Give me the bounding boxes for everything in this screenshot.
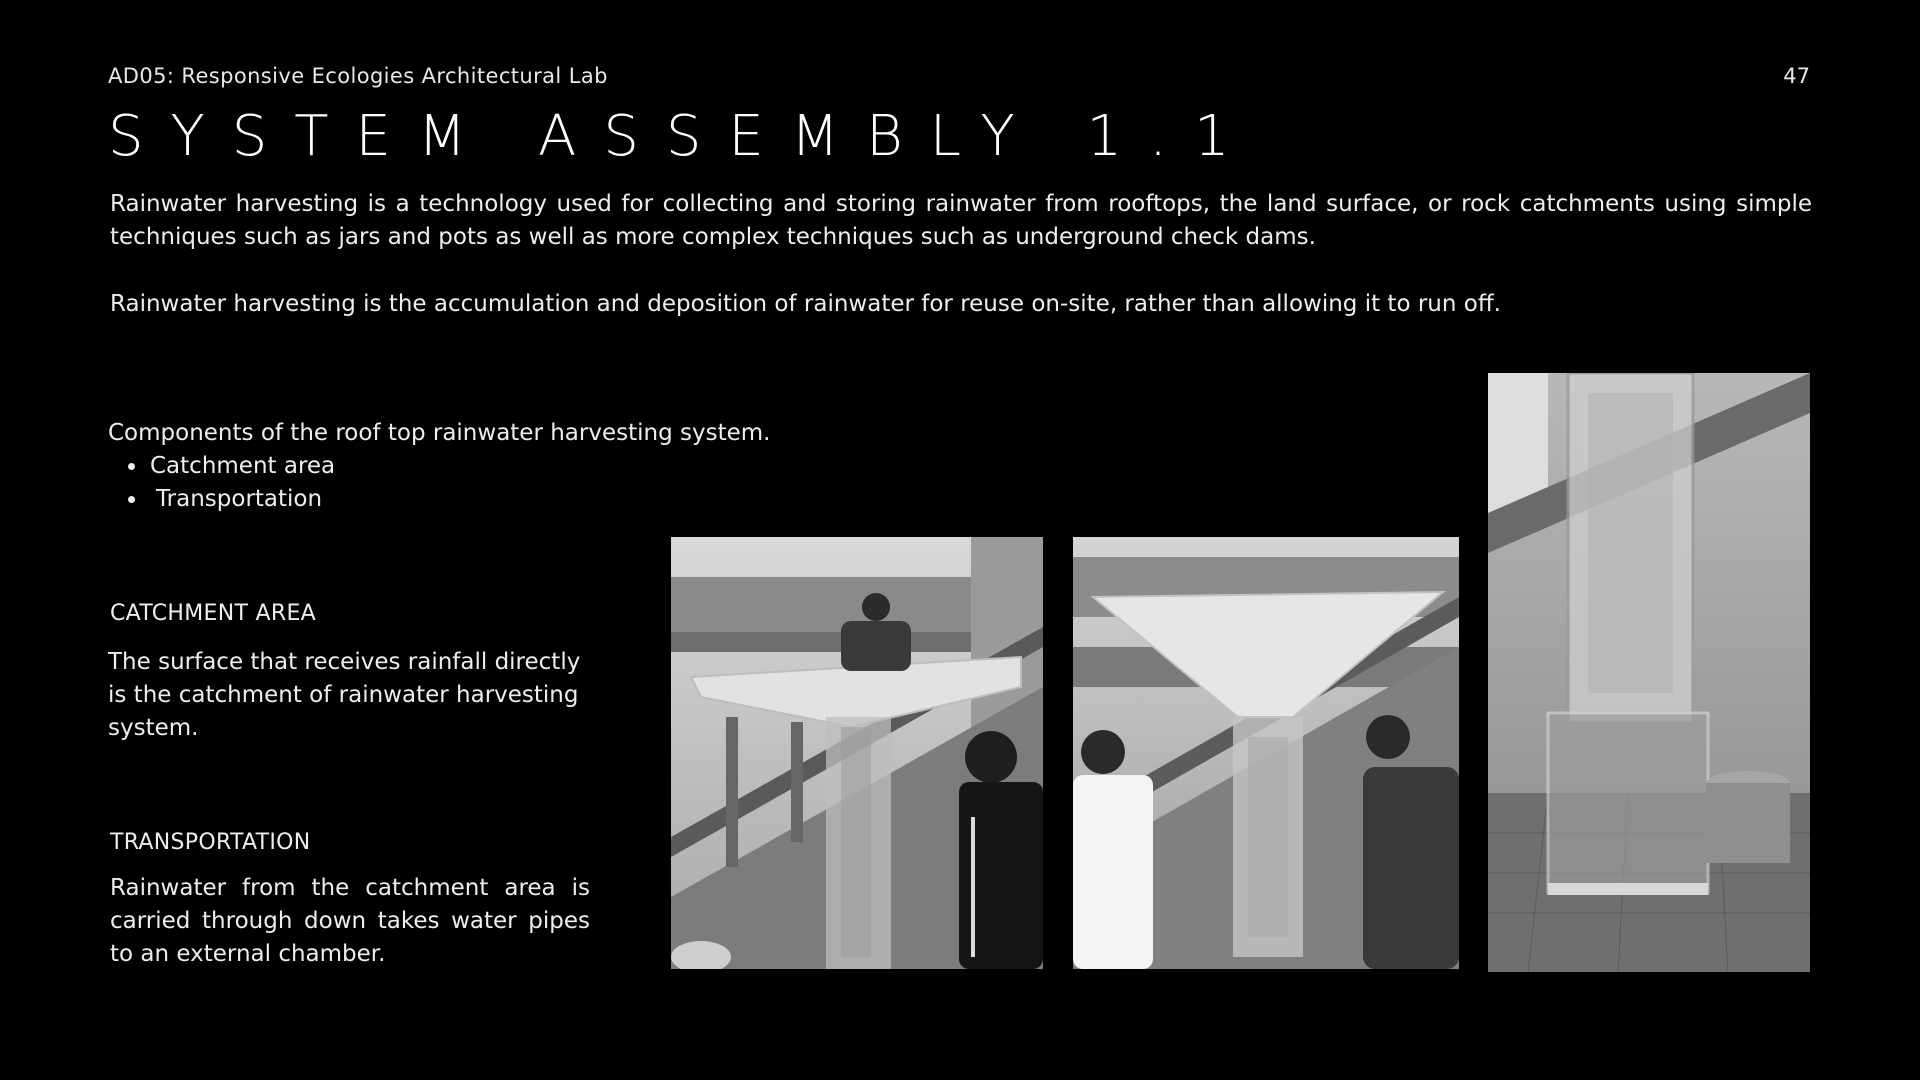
photo-catchment-assembly xyxy=(671,537,1043,969)
list-item: • Catchment area xyxy=(148,450,770,483)
transportation-body: Rainwater from the catchment area is carried through down takes water pipes to an external chamber. xyxy=(110,875,590,967)
photo-storage-column xyxy=(1488,373,1810,972)
intro-paragraph-1: Rainwater harvesting is a technology used for collecting and storing rainwater from rooftops, the land surface, or rock catchments using simple techniques such as jars and pots as well as more complex techniques such as underground check dams. xyxy=(110,191,1812,250)
page-title: SYSTEM ASSEMBLY 1.1 xyxy=(108,104,1257,169)
transportation-heading: TRANSPORTATION xyxy=(110,830,311,855)
catchment-heading: CATCHMENT AREA xyxy=(110,601,317,626)
photo-funnel-installation xyxy=(1073,537,1459,969)
catchment-body: The surface that receives rainfall directly is the catchment of rainwater harvesting system. xyxy=(108,649,581,741)
photo-funnel-installation-image xyxy=(1073,537,1459,969)
intro-paragraph-2: Rainwater harvesting is the accumulation and deposition of rainwater for reuse on-site, rather than allowing it to run off. xyxy=(110,291,1501,317)
page-number: 47 xyxy=(1783,64,1810,88)
components-heading: Components of the roof top rainwater harvesting system. xyxy=(108,420,771,446)
components-block xyxy=(108,417,770,516)
components-list xyxy=(108,450,770,516)
photo-storage-column-image xyxy=(1488,373,1810,972)
header-label: AD05: Responsive Ecologies Architectural Lab xyxy=(108,64,608,88)
list-item: • Transportation xyxy=(148,483,770,516)
photo-catchment-assembly-image xyxy=(671,537,1043,969)
